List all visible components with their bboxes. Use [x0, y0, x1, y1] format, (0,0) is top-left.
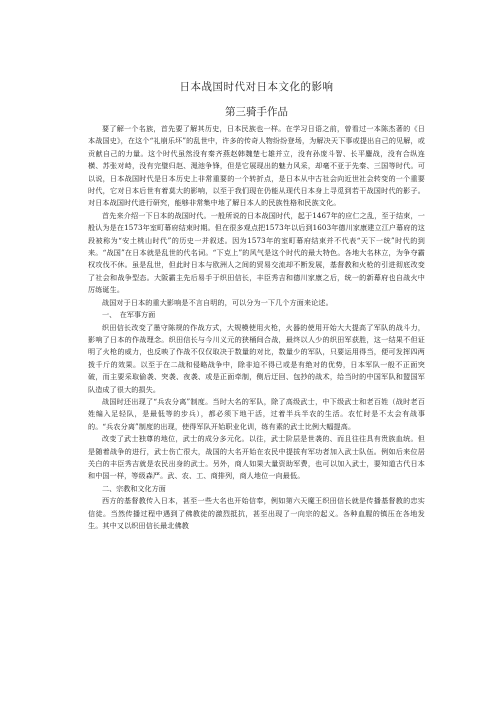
paragraph-1: 要了解一个名族，首先要了解其历史，日本民族也一样。在学习日语之前，曾看过一本陈杰著的《日本战国史》，在这个“礼崩乐坏”的乱世中，许多的传奇人物纷纷登场，为解决天下事或提出自己的见解，或贡献自己的力量。这个时代虽然没有秦齐燕赵韩魏楚七雄并立，没有孙庞斗智、长平鏖战，没有合纵连横、苏张对峙，没有完璧归赵、渑池争锋，但是它展现出的魅力风采，却毫不亚于先秦、三国等时代。可以说，日本战国时代是日本历史上非常重要的一个转折点，是日本从中古社会向近世社会转变的一个重要时代，它对日本后世有着莫大的影响，以至于我们现在仍能从现代日本身上寻觅到若干战国时代的影子。对日本战国时代进行研究，能够非常集中地了解日本人的民族性格和民族文化。: [88, 124, 425, 208]
document-author: 第三骑手作品: [225, 106, 288, 118]
document-body: [88, 123, 425, 532]
section-1-paragraph-2: 战国时还出现了“兵农分离”制度。当时大名的军队，除了高级武士，中下级武士和老百姓（战时老百姓编入足轻队，是最低等的步兵），都必须下地干活，过着半兵半农的生活。农忙时是不太会有战事的。“兵农分离”制度的出现，使得军队开始职业化训，练有素的武士比例大幅提高。: [88, 396, 425, 431]
section-2-paragraph-1: 西方的基督教传入日本，甚至一些大名也开始信奉，例如第六天魔王织田信长就是传播基督教的忠实信徒。当然传播过程中遇到了佛教徒的激烈抵抗，甚至出现了一向宗的起义。各种血腥的镇压在各地发生。其中又以织田信长最北佛教: [88, 496, 425, 530]
document-title: 日本战国时代对日本文化的影响: [179, 81, 334, 93]
section-2-heading: 二、宗教和文化方面: [102, 483, 166, 493]
section-1-paragraph-1: 织田信长改变了墨守陈规的作战方式，大规模使用火枪，火器的使用开始大大提高了军队的战斗力，影响了日本的作战理念。织田信长与今川义元的狭桶间合战，最终以人少的织田军获胜，这一结果不但证明了火枪的威力，也反映了作战不仅仅取决于数量的对比，数量少的军队，只要运用得当，便可发挥四两拨千斤的效果。以至于在二战和侵略战争中，除非迫不得已或是有绝对的优势，日本军队一般不正面突破，而主要采取偷袭、突袭、夜袭、或是正面牵制，侧后迂回、包抄的战术，给当时的中国军队和盟国军队造成了很大的损失。: [88, 322, 425, 394]
paragraph-2: 首先来介绍一下日本的战国时代。一般所说的日本战国时代，起于1467年的应仁之乱，至于结束，一般认为是在1573年室町幕府结束时期。但在很多观点把1573年以后到1603年德川家康建立江户幕府的这段被称为“安土桃山时代”的历史一并叙述。因为1573年的室町幕府结束并不代表“天下一统”时代的到来。“战国”在日本就是乱世的代名词。“下克上”的风气是这个时代的最大特色。各地大名林立，为争夺霸权攻伐不休。虽是乱世，但此时日本与欧洲人之间的贸易交流却不断发展，基督教和火枪的引进彻底改变了社会和战争型态。大阪霸主先后易手于织田信长，丰臣秀吉和德川家康之后，统一的新幕府也自战火中厉练诞生。: [88, 210, 425, 295]
paragraph-3: 战国对于日本的重大影响是不言自明的，可以分为一下几个方面来论述。: [102, 297, 333, 307]
section-1-paragraph-3: 改变了武士独尊的地位，武士的成分多元化。以往，武士阶层是世袭的、而且往往具有贵族血统。但是随着战争的进行，武士伤亡很大，战国的大名开始在农民中提拔有军功者加入武士队伍。例如后来位居关白的丰臣秀吉就是农民出身的武士。另外，商人如果大量资助军费，也可以加入武士，要知道古代日本和中国一样，等级森严。武、农、工、商排列，商人地位一向最低。: [88, 434, 425, 481]
section-1-heading: 一、 在军事方面: [102, 310, 156, 320]
